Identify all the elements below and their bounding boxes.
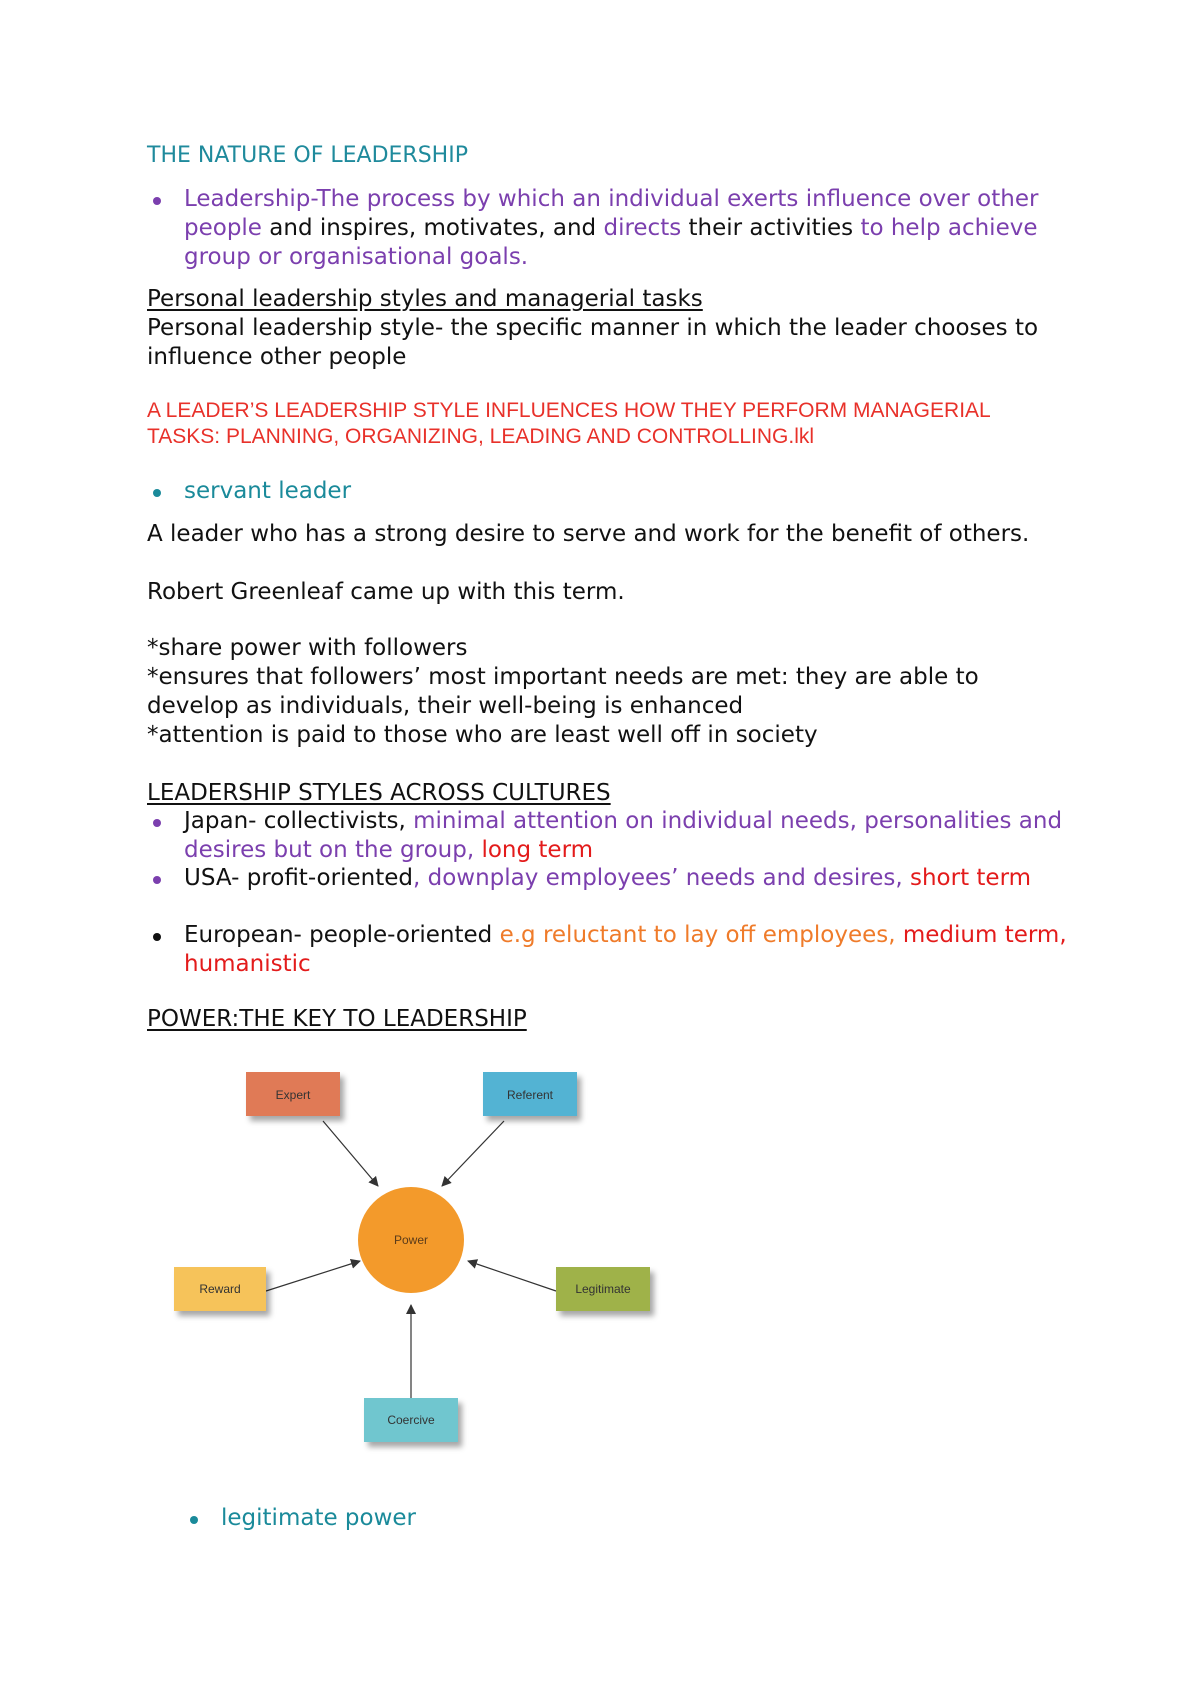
- node-label: Coercive: [387, 1413, 435, 1427]
- center-label: Power: [393, 1233, 429, 1247]
- europe-part-c: medium term, humanistic: [184, 922, 1067, 977]
- leadership-term: Leadership-: [184, 186, 317, 212]
- bullet-icon: [153, 819, 161, 827]
- leadership-def-part4: their activities: [681, 215, 861, 241]
- node-expert: [246, 1072, 340, 1116]
- node-label: Expert: [275, 1088, 311, 1102]
- europe-part-a: European- people-oriented: [184, 922, 500, 948]
- japan-part-b: minimal attention on individual needs, personalities and desires but on the group,: [184, 808, 1063, 863]
- cultures-heading: LEADERSHIP STYLES ACROSS CULTURES: [147, 780, 611, 806]
- caps-note: A LEADER’S LEADERSHIP STYLE INFLUENCES HOW THEY PERFORM MANAGERIAL TASKS: PLANNING, ORGANIZING, LEADING AND CONTROLLING.lkl: [147, 399, 990, 448]
- arrow-legitimate-to-power: [468, 1261, 556, 1291]
- node-label: Legitimate: [575, 1282, 631, 1296]
- usa-part-c: short term: [909, 865, 1032, 891]
- leadership-def-part3: directs: [603, 215, 682, 241]
- power-heading: POWER:THE KEY TO LEADERSHIP: [147, 1006, 527, 1032]
- servant-point: *attention is paid to those who are least well off in society: [147, 722, 818, 748]
- japan-part-c: long term: [481, 837, 594, 863]
- bullet-icon: [153, 933, 161, 941]
- japan-part-a: Japan- collectivists,: [184, 808, 414, 834]
- bullet-icon: [153, 876, 161, 884]
- leadership-def-part2: and inspires, motivates, and: [261, 215, 604, 241]
- node-power-center: [358, 1187, 464, 1293]
- servant-origin: Robert Greenleaf came up with this term.: [147, 579, 625, 605]
- servant-bullet: servant leader: [184, 478, 352, 504]
- node-label: Referent: [506, 1088, 554, 1102]
- bullet-icon: [190, 1516, 198, 1524]
- personal-text: Personal leadership style- the specific manner in which the leader chooses to influence other people: [147, 315, 1039, 370]
- node-reward: [174, 1267, 266, 1311]
- bullet-icon: [153, 197, 161, 205]
- leadership-def-part5: to help achieve group or organisational goals.: [184, 215, 1038, 270]
- bullet-icon: [153, 489, 161, 497]
- servant-point: *ensures that followers’ most important needs are met: they are able to develop as individuals, their well-being is enhanced: [147, 664, 979, 719]
- node-coercive: [364, 1398, 458, 1442]
- node-legitimate: [556, 1267, 650, 1311]
- leadership-def-part1: The process by which an individual exerts influence over other people: [184, 186, 1039, 241]
- power-diagram: [160, 1055, 680, 1465]
- page-title: THE NATURE OF LEADERSHIP: [147, 143, 468, 168]
- arrow-expert-to-power: [323, 1121, 378, 1186]
- usa-part-a: USA- profit-oriented: [184, 865, 413, 891]
- personal-heading: Personal leadership styles and managerial tasks: [147, 286, 703, 312]
- node-label: Reward: [199, 1282, 241, 1296]
- servant-definition: A leader who has a strong desire to serve and work for the benefit of others.: [147, 521, 1030, 547]
- arrow-reward-to-power: [266, 1261, 360, 1291]
- node-referent: [483, 1072, 577, 1116]
- legitimate-power-bullet: legitimate power: [221, 1505, 417, 1531]
- arrow-referent-to-power: [442, 1121, 504, 1186]
- europe-part-b: e.g reluctant to lay off employees,: [499, 922, 903, 948]
- usa-part-b: , downplay employees’ needs and desires,: [412, 865, 910, 891]
- servant-point: *share power with followers: [147, 635, 468, 661]
